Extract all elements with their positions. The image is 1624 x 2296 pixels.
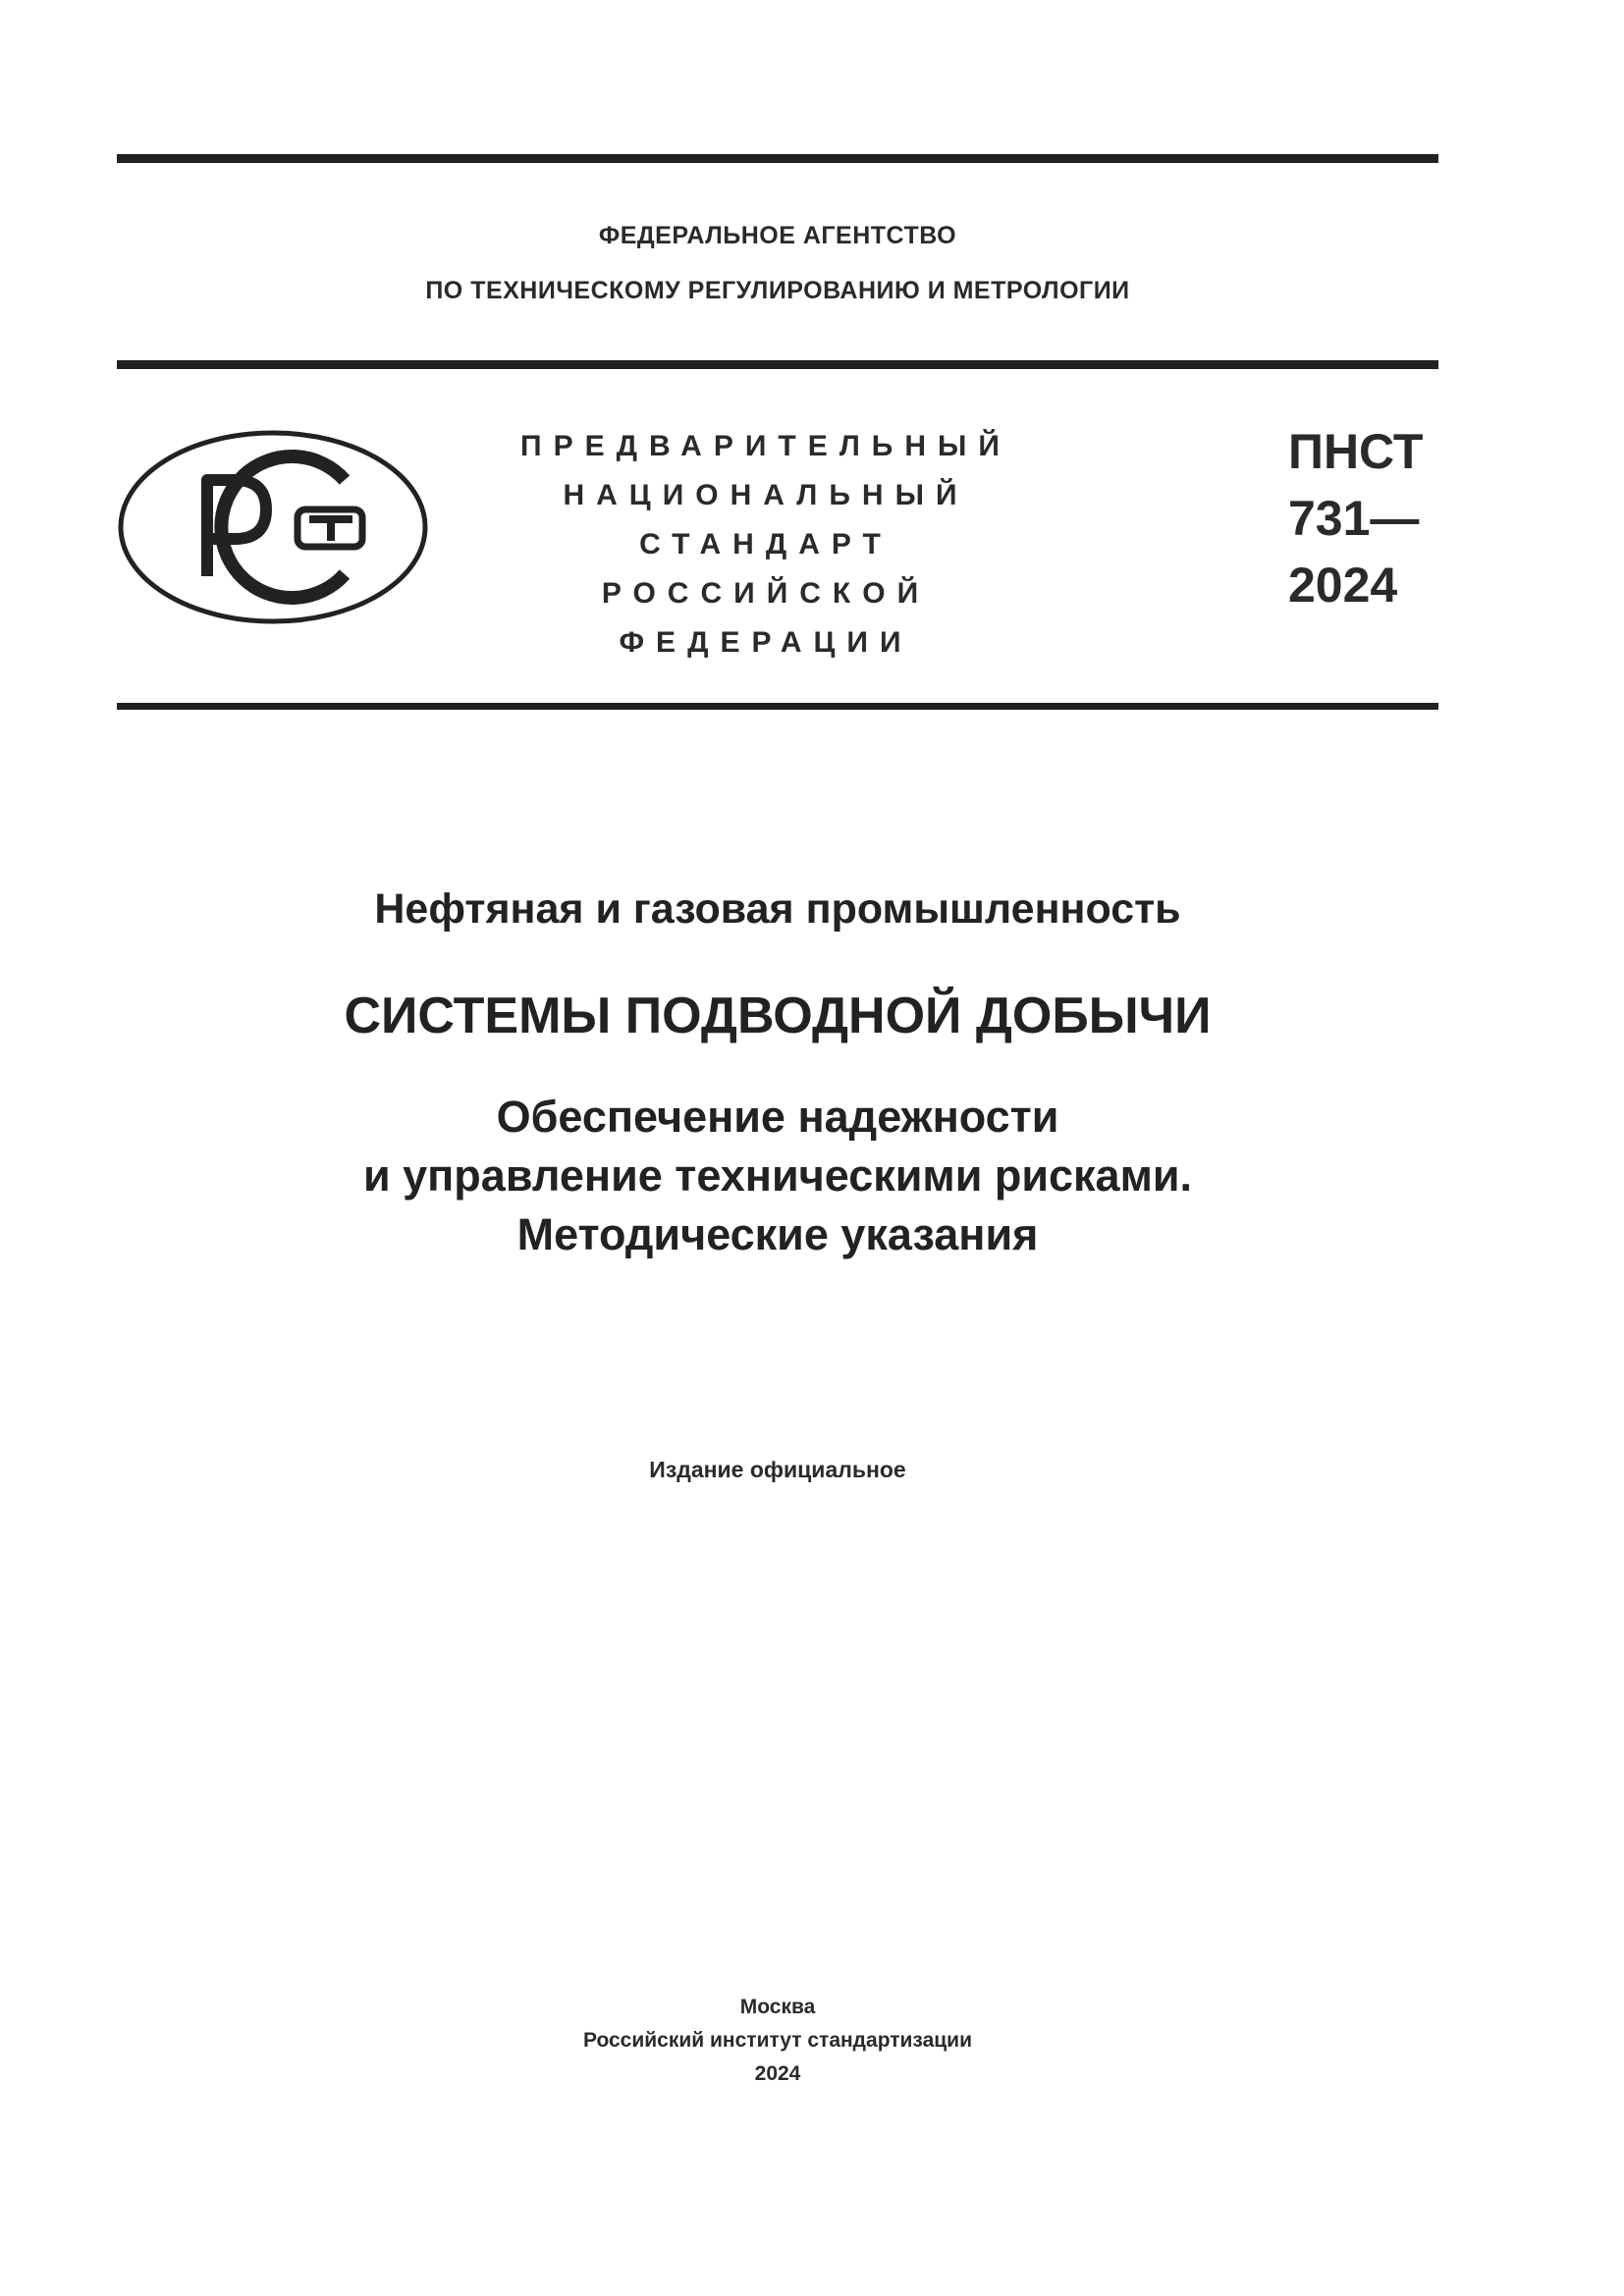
standard-type-heading — [491, 422, 1041, 667]
standard-type-line: РОССИЙСКОЙ — [601, 577, 931, 610]
designation-number: 731— — [1288, 491, 1420, 546]
top-rule — [117, 154, 1438, 163]
standard-type-line: ПРЕДВАРИТЕЛЬНЫЙ — [520, 430, 1011, 462]
gost-r-logo-icon — [117, 429, 429, 625]
designation-prefix: ПНСТ — [1288, 424, 1424, 479]
main-title: СИСТЕМЫ ПОДВОДНОЙ ДОБЫЧИ — [344, 988, 1212, 1044]
standard-designation — [1288, 418, 1423, 618]
imprint-city: Москва — [739, 1996, 816, 2018]
imprint-publisher: Российский институт стандартизации — [582, 2029, 973, 2052]
industry-title: Нефтяная и газовая промышленность — [374, 885, 1181, 933]
header-rule — [117, 360, 1438, 369]
agency-name-line-1: ФЕДЕРАЛЬНОЕ АГЕНТСТВО — [598, 222, 957, 249]
imprint — [117, 1991, 1438, 2091]
edition-label: Издание официальное — [649, 1457, 906, 1482]
agency-name-line-2: ПО ТЕХНИЧЕСКОМУ РЕГУЛИРОВАНИЮ И МЕТРОЛОГИИ — [425, 277, 1130, 304]
subtitle — [117, 1088, 1438, 1264]
subtitle-line: Обеспечение надежности — [496, 1092, 1059, 1142]
standard-type-line: ФЕДЕРАЦИИ — [619, 626, 913, 659]
imprint-year: 2024 — [754, 2062, 801, 2085]
standard-type-line: СТАНДАРТ — [639, 528, 893, 561]
designation-year: 2024 — [1288, 558, 1398, 613]
subtitle-line: Методические указания — [516, 1209, 1039, 1259]
standard-type-line: НАЦИОНАЛЬНЫЙ — [563, 479, 969, 511]
title-rule — [117, 703, 1438, 710]
subtitle-line: и управление техническими рисками. — [362, 1150, 1193, 1201]
